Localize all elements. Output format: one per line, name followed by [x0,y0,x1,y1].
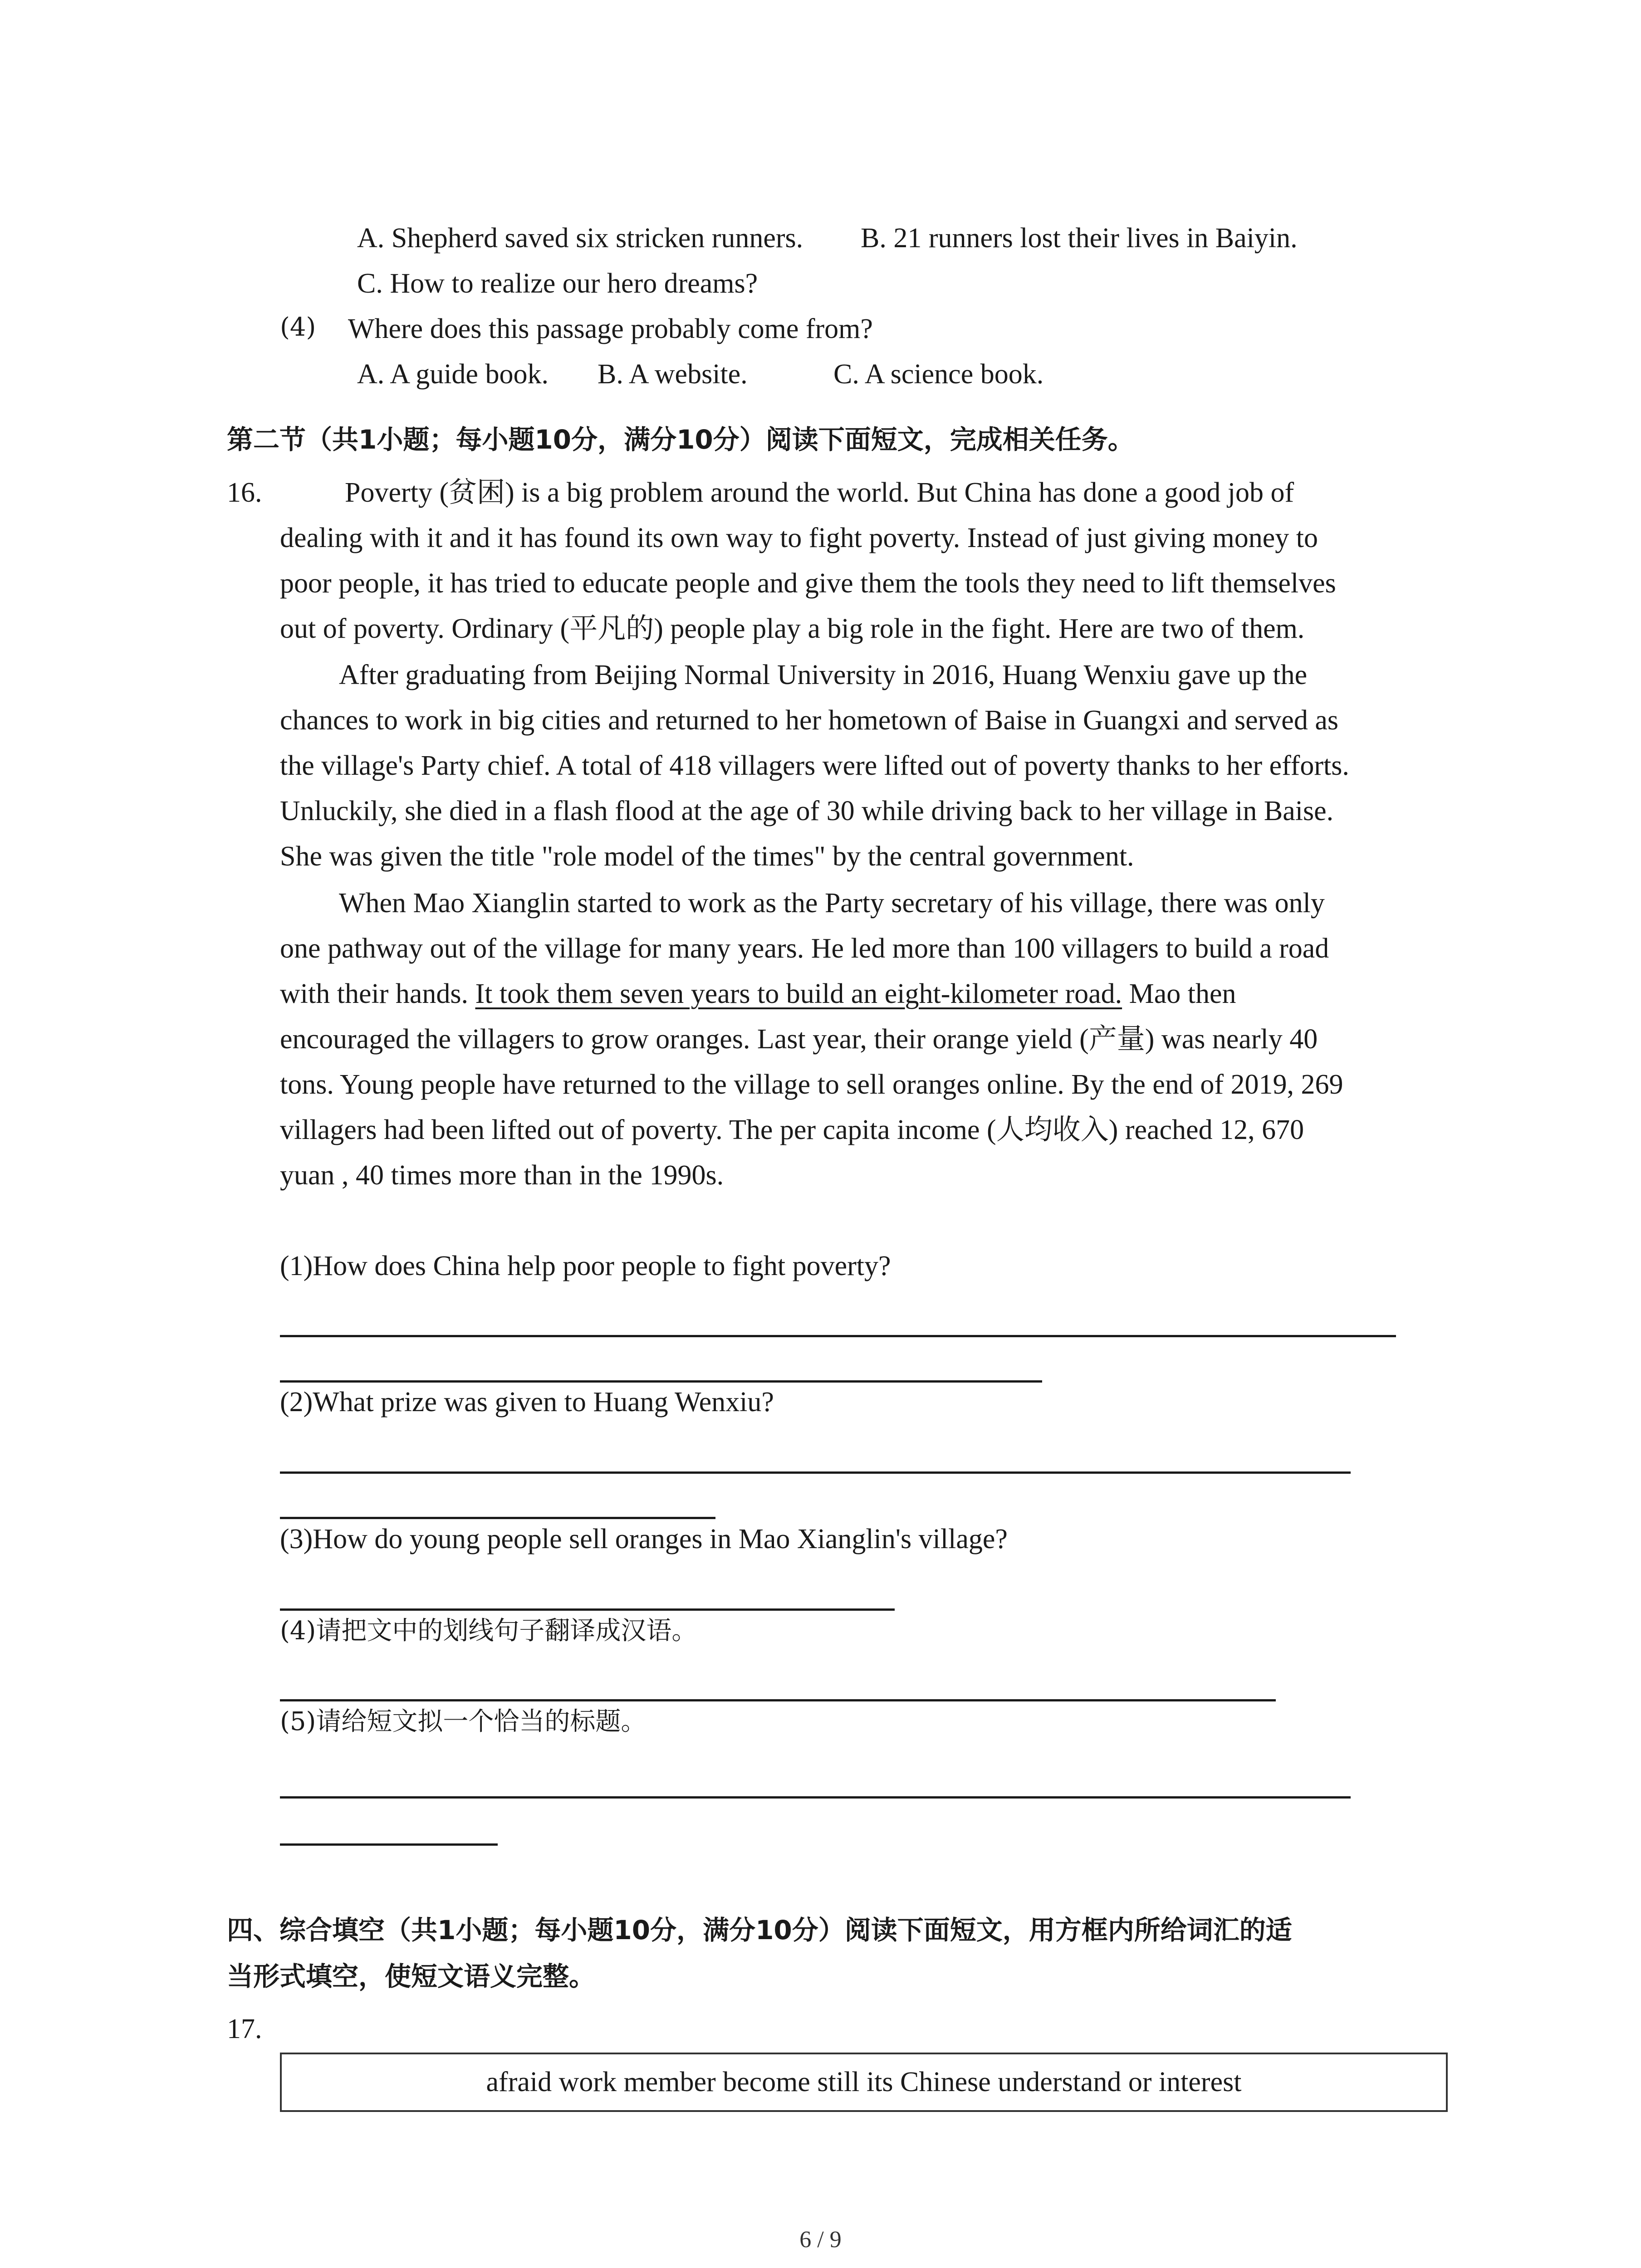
passage-line: villagers had been lifted out of poverty. The per capita income (人均收入) reached 12, 670 [280,1114,1304,1145]
page-number: 6 / 9 [799,2227,842,2253]
passage-line: one pathway out of the village for many years. He led more than 100 villagers to build a road [280,933,1329,964]
passage-line: Unluckily, she died in a flash flood at the age of 30 while driving back to her village in Baise. [280,796,1334,826]
passage-line: chances to work in big cities and returned to her hometown of Baise in Guangxi and served as [280,705,1338,736]
question-number: 17. [227,2014,262,2044]
sub-question: (2)What prize was given to Huang Wenxiu? [280,1387,774,1418]
option-text: B. A website. [598,359,748,390]
section-heading: 四、综合填空（共1小题；每小题10分，满分10分）阅读下面短文，用方框内所给词汇的适 [227,1915,1292,1945]
answer-line[interactable] [280,1699,1276,1701]
passage-line: After graduating from Beijing Normal University in 2016, Huang Wenxiu gave up the [339,660,1308,690]
word-box-text: afraid work member become still its Chinese understand or interest [486,2067,1242,2097]
sub-question: (1)How does China help poor people to fight poverty? [280,1251,891,1281]
answer-line[interactable] [280,1471,1351,1474]
answer-line[interactable] [280,1517,715,1519]
option-text: B. 21 runners lost their lives in Baiyin. [861,223,1298,254]
section-heading: 当形式填空，使短文语义完整。 [227,1961,596,1992]
underlined-sentence: It took them seven years to build an eight-kilometer road. [475,978,1122,1009]
passage-line: the village's Party chief. A total of 418 villagers were lifted out of poverty thanks to her efforts. [280,750,1349,781]
question-number: 16. [227,477,262,508]
option-text: C. A science book. [833,359,1044,390]
sub-question: (4)请把文中的划线句子翻译成汉语。 [280,1616,697,1646]
sub-question: (3)How do young people sell oranges in Mao Xianglin's village? [280,1524,1008,1554]
answer-line[interactable] [280,1608,895,1611]
option-text: C. How to realize our hero dreams? [357,268,758,299]
passage-line: She was given the title "role model of the times" by the central government. [280,841,1134,872]
word-box [280,2053,1448,2112]
passage-text: with their hands. [280,978,475,1009]
passage-line: When Mao Xianglin started to work as the Party secretary of his village, there was only [339,888,1325,919]
passage-line: yuan , 40 times more than in the 1990s. [280,1160,724,1191]
sub-question: (5)请给短文拟一个恰当的标题。 [280,1707,647,1736]
option-text: A. A guide book. [357,359,549,390]
answer-line[interactable] [280,1380,1042,1383]
answer-line[interactable] [280,1335,1396,1337]
passage-line: Poverty (贫困) is a big problem around the world. But China has done a good job of [345,477,1294,508]
question-number: (4) [280,313,316,342]
answer-line[interactable] [280,1796,1351,1799]
passage-line: poor people, it has tried to educate people and give them the tools they need to lift themselves [280,568,1336,599]
section-heading: 第二节（共1小题；每小题10分，满分10分）阅读下面短文，完成相关任务。 [227,424,1134,455]
passage-line: encouraged the villagers to grow oranges. Last year, their orange yield (产量) was nearly 40 [280,1024,1318,1055]
answer-line[interactable] [280,1843,498,1846]
passage-line: tons. Young people have returned to the village to sell oranges online. By the end of 2019, 269 [280,1069,1343,1100]
question-text: Where does this passage probably come from? [348,313,873,344]
passage-line: dealing with it and it has found its own way to fight poverty. Instead of just giving money to [280,523,1318,553]
passage-line: out of poverty. Ordinary (平凡的) people play a big role in the fight. Here are two of them. [280,613,1305,644]
passage-text: Mao then [1122,978,1236,1009]
passage-line [280,980,1236,1008]
option-text: A. Shepherd saved six stricken runners. [357,223,803,254]
